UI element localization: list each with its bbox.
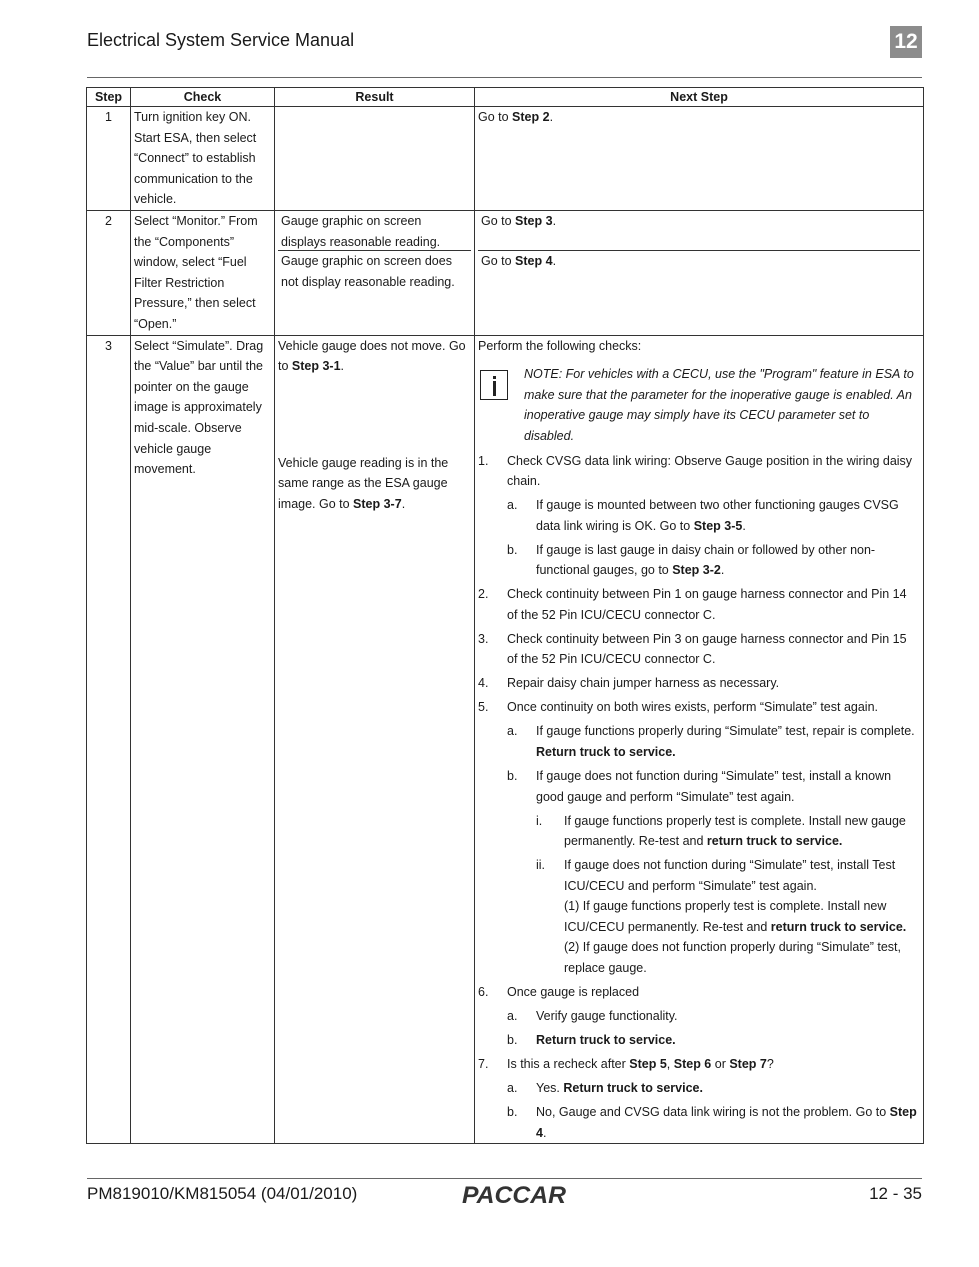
check-cell: Select “Monitor.” From the “Components” window, select “Fuel Filter Restriction Pressure,” then select “Open.” (131, 210, 275, 335)
list-item: 3. Check continuity between Pin 3 on gauge harness connector and Pin 15 of the 52 Pin ICU/CECU connector C. (478, 631, 907, 667)
table-row (87, 335, 924, 1144)
diagnostic-procedure-table (86, 87, 924, 1144)
step-number: 2 (87, 210, 131, 335)
note-text: NOTE: For vehicles with a CECU, use the "Program" feature in ESA to make sure that the parameter for the inoperative gauge is enabled. An inoperative gauge may simply have its CECU parameter set to disabled. (524, 367, 914, 443)
check-cell: Turn ignition key ON. Start ESA, then select “Connect” to establish communication to the vehicle. (131, 107, 275, 211)
list-item: a. If gauge functions properly during “Simulate” test, repair is complete. Return truck to service. (507, 724, 915, 759)
next-step-cell (475, 210, 924, 335)
header-check: Check (131, 88, 275, 107)
header-next-step: Next Step (475, 88, 924, 107)
list-item: 6. Once gauge is replaced (478, 985, 640, 1000)
header-result: Result (275, 88, 475, 107)
list-item: i. If gauge functions properly test is complete. Install new gauge permanently. Re-test and return truck to service. (536, 813, 906, 849)
list-item: b. If gauge is last gauge in daisy chain or followed by other non-functional gauges, go to Step 3-2. (507, 542, 876, 578)
result-cell (275, 210, 475, 335)
chapter-badge: 12 (890, 26, 922, 58)
table-row (87, 210, 924, 335)
checks-intro: Perform the following checks: (478, 338, 642, 353)
next-step-option: Go to Step 4. (481, 253, 557, 268)
list-item: 4. Repair daisy chain jumper harness as necessary. (478, 676, 780, 691)
manual-title: Electrical System Service Manual (87, 30, 355, 50)
list-item-continuation: (1) If gauge functions properly test is complete. Install new ICU/CECU permanently. Re-test and return truck to service. (564, 899, 907, 934)
result-option: Vehicle gauge does not move. Go to Step 3-1. (278, 338, 466, 374)
list-item: b. Return truck to service. (507, 1033, 676, 1048)
list-item: b. If gauge does not function during “Simulate” test, install a known good gauge and perform “Simulate” test again. (507, 768, 892, 804)
result-option: Gauge graphic on screen does not display reasonable reading. (281, 253, 455, 289)
check-list (478, 451, 920, 1144)
next-step-cell: Go to Step 2. (475, 107, 924, 211)
list-item: ii. If gauge does not function during “Simulate” test, install Test ICU/CECU and perform “Simulate” test again. (536, 858, 896, 893)
table-row (87, 107, 924, 211)
list-item-continuation: (2) If gauge does not function properly during “Simulate” test, replace gauge. (564, 940, 901, 976)
result-cell (275, 107, 475, 211)
list-item: a. Yes. Return truck to service. (507, 1080, 703, 1095)
result-option: Vehicle gauge reading is in the same range as the ESA gauge image. Go to Step 3-7. (278, 455, 449, 511)
list-item: 2. Check continuity between Pin 1 on gauge harness connector and Pin 14 of the 52 Pin ICU/CECU connector C. (478, 587, 907, 622)
table-header-row (87, 88, 924, 107)
list-item: 1. Check CVSG data link wiring: Observe Gauge position in the wiring daisy chain. (478, 453, 913, 489)
header-step: Step (87, 88, 131, 107)
check-cell: Select “Simulate”. Drag the “Value” bar until the pointer on the gauge image is approximately mid-scale. Observe vehicle gauge movement. (131, 335, 275, 1144)
list-item: a. If gauge is mounted between two other functioning gauges CVSG data link wiring is OK. Go to Step 3-5. (507, 498, 899, 533)
header-divider (87, 77, 922, 78)
page-number: 12 - 35 (869, 1184, 922, 1203)
next-step-option: Go to Step 3. (478, 211, 920, 251)
next-step-cell (475, 335, 924, 1144)
document-id: PM819010/KM815054 (04/01/2010) (87, 1184, 358, 1203)
list-item: b. No, Gauge and CVSG data link wiring is not the problem. Go to Step 4. (507, 1104, 917, 1140)
list-item: 7. Is this a recheck after Step 5, Step 6 or Step 7? (478, 1057, 774, 1071)
paccar-logo-mark (460, 1182, 568, 1208)
result-cell (275, 335, 475, 1144)
logo-wordmark: PACCAR (462, 1182, 567, 1208)
footer-divider (87, 1178, 922, 1179)
note-block (478, 364, 920, 446)
info-icon (480, 370, 508, 400)
paccar-logo (460, 1182, 568, 1213)
step-number: 1 (87, 107, 131, 211)
result-option: Gauge graphic on screen displays reasonable reading. (278, 211, 471, 251)
list-item: a. Verify gauge functionality. (507, 1009, 678, 1024)
list-item: 5. Once continuity on both wires exists, perform “Simulate” test again. (478, 700, 878, 715)
step-number: 3 (87, 335, 131, 1144)
